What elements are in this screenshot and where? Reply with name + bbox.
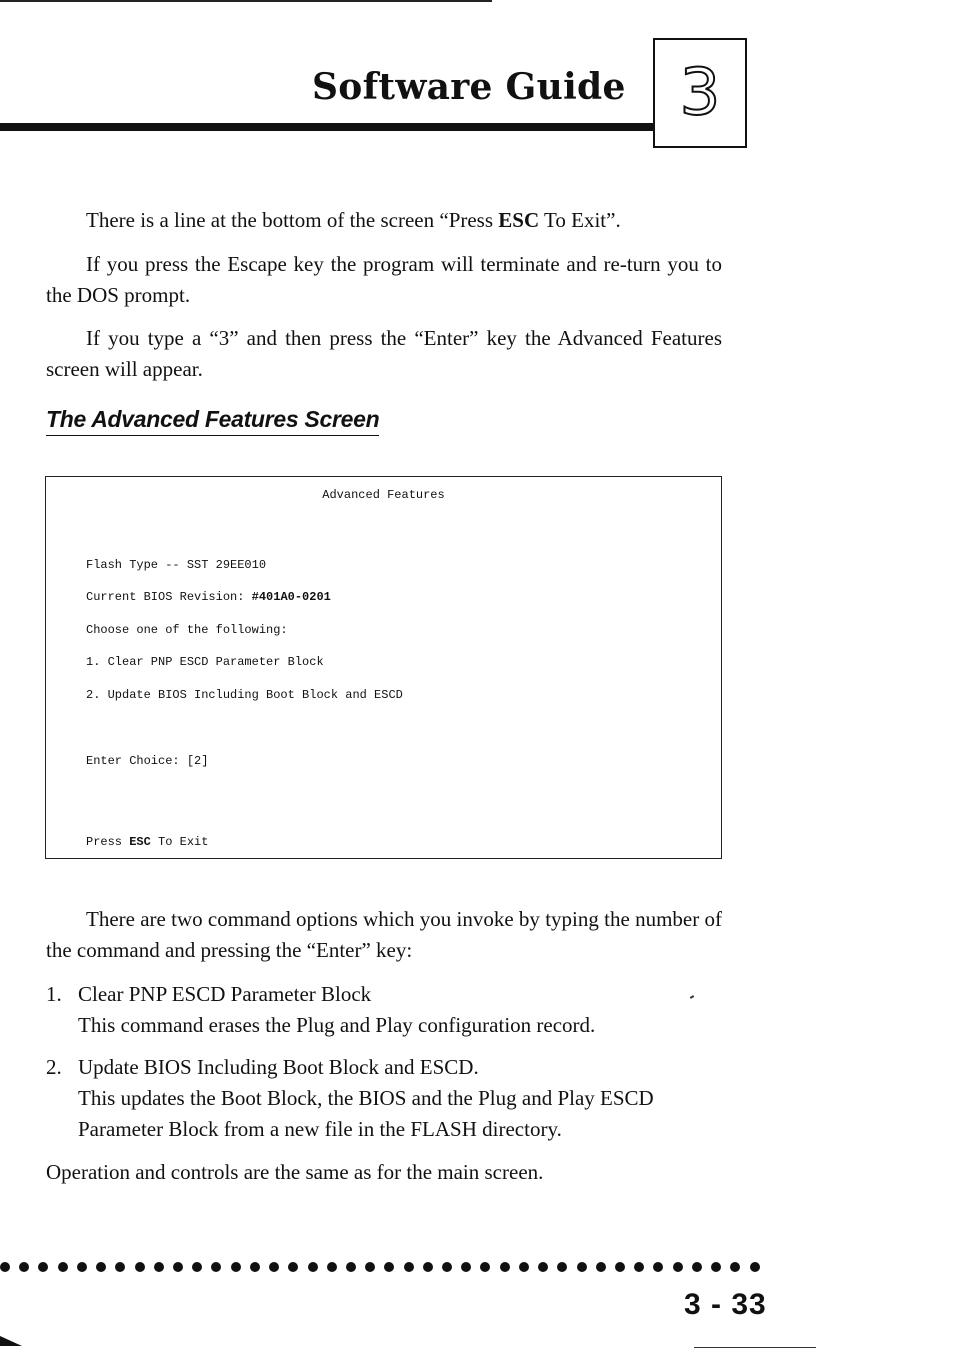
- list-item: [46, 979, 722, 1041]
- esc-bold: ESC: [498, 208, 540, 232]
- section-heading: The Advanced Features Screen: [46, 406, 379, 436]
- advanced-features-screen: [45, 476, 722, 859]
- separator-dot: [404, 1262, 414, 1272]
- separator-dot: [480, 1262, 490, 1272]
- separator-dot: [58, 1262, 68, 1272]
- paragraph-type-3: If you type a “3” and then press the “Enter” key the Advanced Features screen will appear.: [46, 326, 722, 381]
- page-title: Software Guide: [312, 66, 626, 108]
- screen-title: Advanced Features: [322, 488, 445, 502]
- dotted-separator: [0, 1262, 760, 1272]
- separator-dot: [692, 1262, 702, 1272]
- screen-bios-revision: [86, 590, 331, 604]
- list-item-number: 2.: [46, 1055, 62, 1079]
- separator-dot: [596, 1262, 606, 1272]
- screen-enter-choice: Enter Choice: [2]: [86, 754, 209, 768]
- top-rule: [0, 0, 492, 2]
- list-item-description: This command erases the Plug and Play configuration record.: [78, 1013, 596, 1037]
- separator-dot: [308, 1262, 318, 1272]
- list-item-title: Clear PNP ESCD Parameter Block: [78, 982, 372, 1006]
- separator-dot: [173, 1262, 183, 1272]
- screen-press-esc: [86, 835, 208, 849]
- list-item-number: 1.: [46, 982, 62, 1006]
- list-item-description: This updates the Boot Block, the BIOS and the Plug and Play ESCD Parameter Block from a new file in the FLASH directory.: [78, 1086, 654, 1141]
- paragraph-command-options: There are two command options which you invoke by typing the number of the command and pressing the “Enter” key:: [46, 907, 722, 962]
- separator-dot: [423, 1262, 433, 1272]
- separator-dot: [231, 1262, 241, 1272]
- chapter-box: [653, 38, 747, 148]
- separator-dot: [346, 1262, 356, 1272]
- separator-dot: [154, 1262, 164, 1272]
- separator-dot: [750, 1262, 760, 1272]
- screen-choose-prompt: Choose one of the following:: [86, 623, 288, 637]
- list-item-title: Update BIOS Including Boot Block and ESCD.: [78, 1055, 479, 1079]
- screen-option-1: 1. Clear PNP ESCD Parameter Block: [86, 655, 324, 669]
- separator-dot: [461, 1262, 471, 1272]
- exit-label: To Exit: [150, 835, 209, 849]
- bottom-rule: [694, 1347, 816, 1348]
- separator-dot: [634, 1262, 644, 1272]
- separator-dot: [135, 1262, 145, 1272]
- list-item: [46, 1052, 722, 1145]
- separator-dot: [653, 1262, 663, 1272]
- separator-dot: [442, 1262, 452, 1272]
- separator-dot: [673, 1262, 683, 1272]
- separator-dot: [384, 1262, 394, 1272]
- separator-dot: [365, 1262, 375, 1272]
- separator-dot: [711, 1262, 721, 1272]
- separator-dot: [96, 1262, 106, 1272]
- chapter-number: 3: [679, 56, 721, 130]
- separator-dot: [500, 1262, 510, 1272]
- paragraph-escape-key: If you press the Escape key the program will terminate and re-turn you to the DOS prompt.: [46, 252, 722, 307]
- separator-dot: [615, 1262, 625, 1272]
- separator-dot: [519, 1262, 529, 1272]
- separator-dot: [192, 1262, 202, 1272]
- paragraph-closing: Operation and controls are the same as for the main screen.: [46, 1160, 544, 1184]
- separator-dot: [577, 1262, 587, 1272]
- separator-dot: [269, 1262, 279, 1272]
- esc-key: ESC: [129, 835, 151, 849]
- paragraph-esc-line-after: To Exit”.: [539, 208, 621, 232]
- separator-dot: [538, 1262, 548, 1272]
- separator-dot: [0, 1262, 10, 1272]
- corner-mark: [0, 1336, 22, 1346]
- separator-dot: [77, 1262, 87, 1272]
- separator-dot: [115, 1262, 125, 1272]
- bios-revision-label: Current BIOS Revision:: [86, 590, 252, 604]
- separator-dot: [730, 1262, 740, 1272]
- separator-dot: [211, 1262, 221, 1272]
- press-label: Press: [86, 835, 130, 849]
- page-number: 3 - 33: [684, 1288, 767, 1321]
- screen-flash-type: Flash Type -- SST 29EE010: [86, 558, 267, 572]
- separator-dot: [250, 1262, 260, 1272]
- paragraph-esc-line-before: There is a line at the bottom of the screen “Press: [86, 208, 499, 232]
- separator-dot: [19, 1262, 29, 1272]
- separator-dot: [327, 1262, 337, 1272]
- paragraph-esc-line: [46, 205, 722, 236]
- header-rule: [0, 123, 654, 131]
- screen-option-2: 2. Update BIOS Including Boot Block and ESCD: [86, 688, 403, 702]
- separator-dot: [38, 1262, 48, 1272]
- separator-dot: [557, 1262, 567, 1272]
- bios-revision-value: #401A0-0201: [251, 590, 331, 604]
- separator-dot: [288, 1262, 298, 1272]
